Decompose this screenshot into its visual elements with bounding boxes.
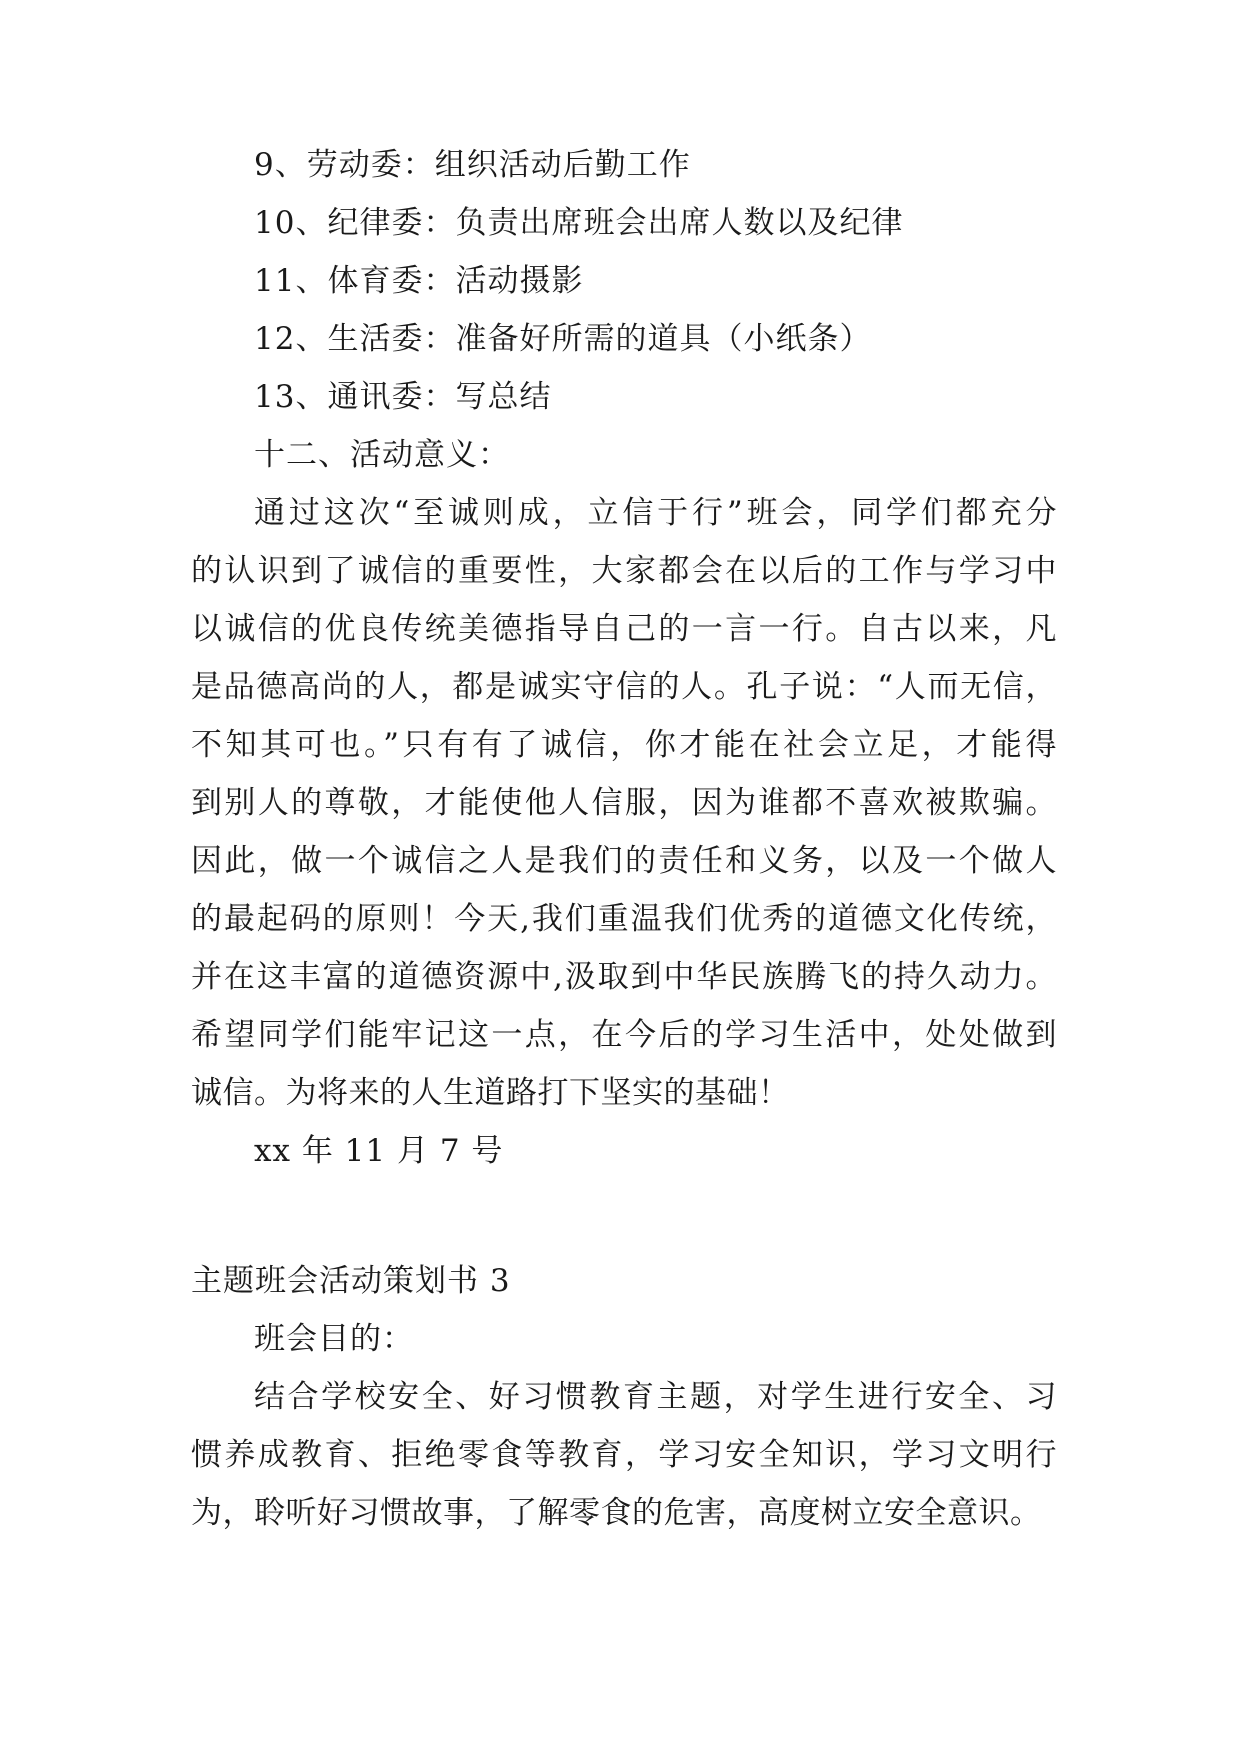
list-item: 10、纪律委：负责出席班会出席人数以及纪律 [254, 205, 904, 241]
list-item: 11、体育委：活动摄影 [254, 263, 584, 299]
list-item: 13、通讯委：写总结 [254, 379, 552, 415]
paragraph-line: 因此，做一个诚信之人是我们的责任和义务，以及一个做人 [191, 843, 1057, 879]
paragraph-line: 的最起码的原则！今天,我们重温我们优秀的道德文化传统， [191, 901, 1057, 937]
paragraph-line: 不知其可也。”只有有了诚信，你才能在社会立足，才能得 [191, 727, 1057, 763]
list-item: 9、劳动委：组织活动后勤工作 [254, 147, 691, 183]
paragraph-line: 为，聆听好习惯故事，了解零食的危害，高度树立安全意识。 [191, 1495, 1042, 1531]
paragraph-line: 并在这丰富的道德资源中,汲取到中华民族腾飞的持久动力。 [191, 959, 1057, 995]
paragraph-line: 惯养成教育、拒绝零食等教育，学习安全知识，学习文明行 [191, 1437, 1057, 1473]
paragraph-line: 到别人的尊敬，才能使他人信服，因为谁都不喜欢被欺骗。 [191, 785, 1057, 821]
paragraph-line: 的认识到了诚信的重要性，大家都会在以后的工作与学习中 [191, 553, 1057, 589]
paragraph-line: 通过这次“至诚则成，立信于行”班会，同学们都充分 [254, 495, 1057, 531]
date-line: xx 年 11 月 7 号 [254, 1133, 504, 1169]
paragraph-line: 是品德高尚的人，都是诚实守信的人。孔子说：“人而无信， [191, 669, 1057, 705]
document-title: 主题班会活动策划书 3 [191, 1263, 511, 1299]
paragraph-line: 诚信。为将来的人生道路打下坚实的基础！ [191, 1075, 790, 1111]
list-item: 12、生活委：准备好所需的道具（小纸条） [254, 321, 872, 357]
section-heading: 十二、活动意义： [254, 437, 510, 473]
section-heading: 班会目的： [254, 1321, 414, 1357]
paragraph-line: 结合学校安全、好习惯教育主题，对学生进行安全、习 [254, 1379, 1057, 1415]
paragraph-line: 希望同学们能牢记这一点，在今后的学习生活中，处处做到 [191, 1017, 1057, 1053]
paragraph-line: 以诚信的优良传统美德指导自己的一言一行。自古以来，凡 [191, 611, 1057, 647]
